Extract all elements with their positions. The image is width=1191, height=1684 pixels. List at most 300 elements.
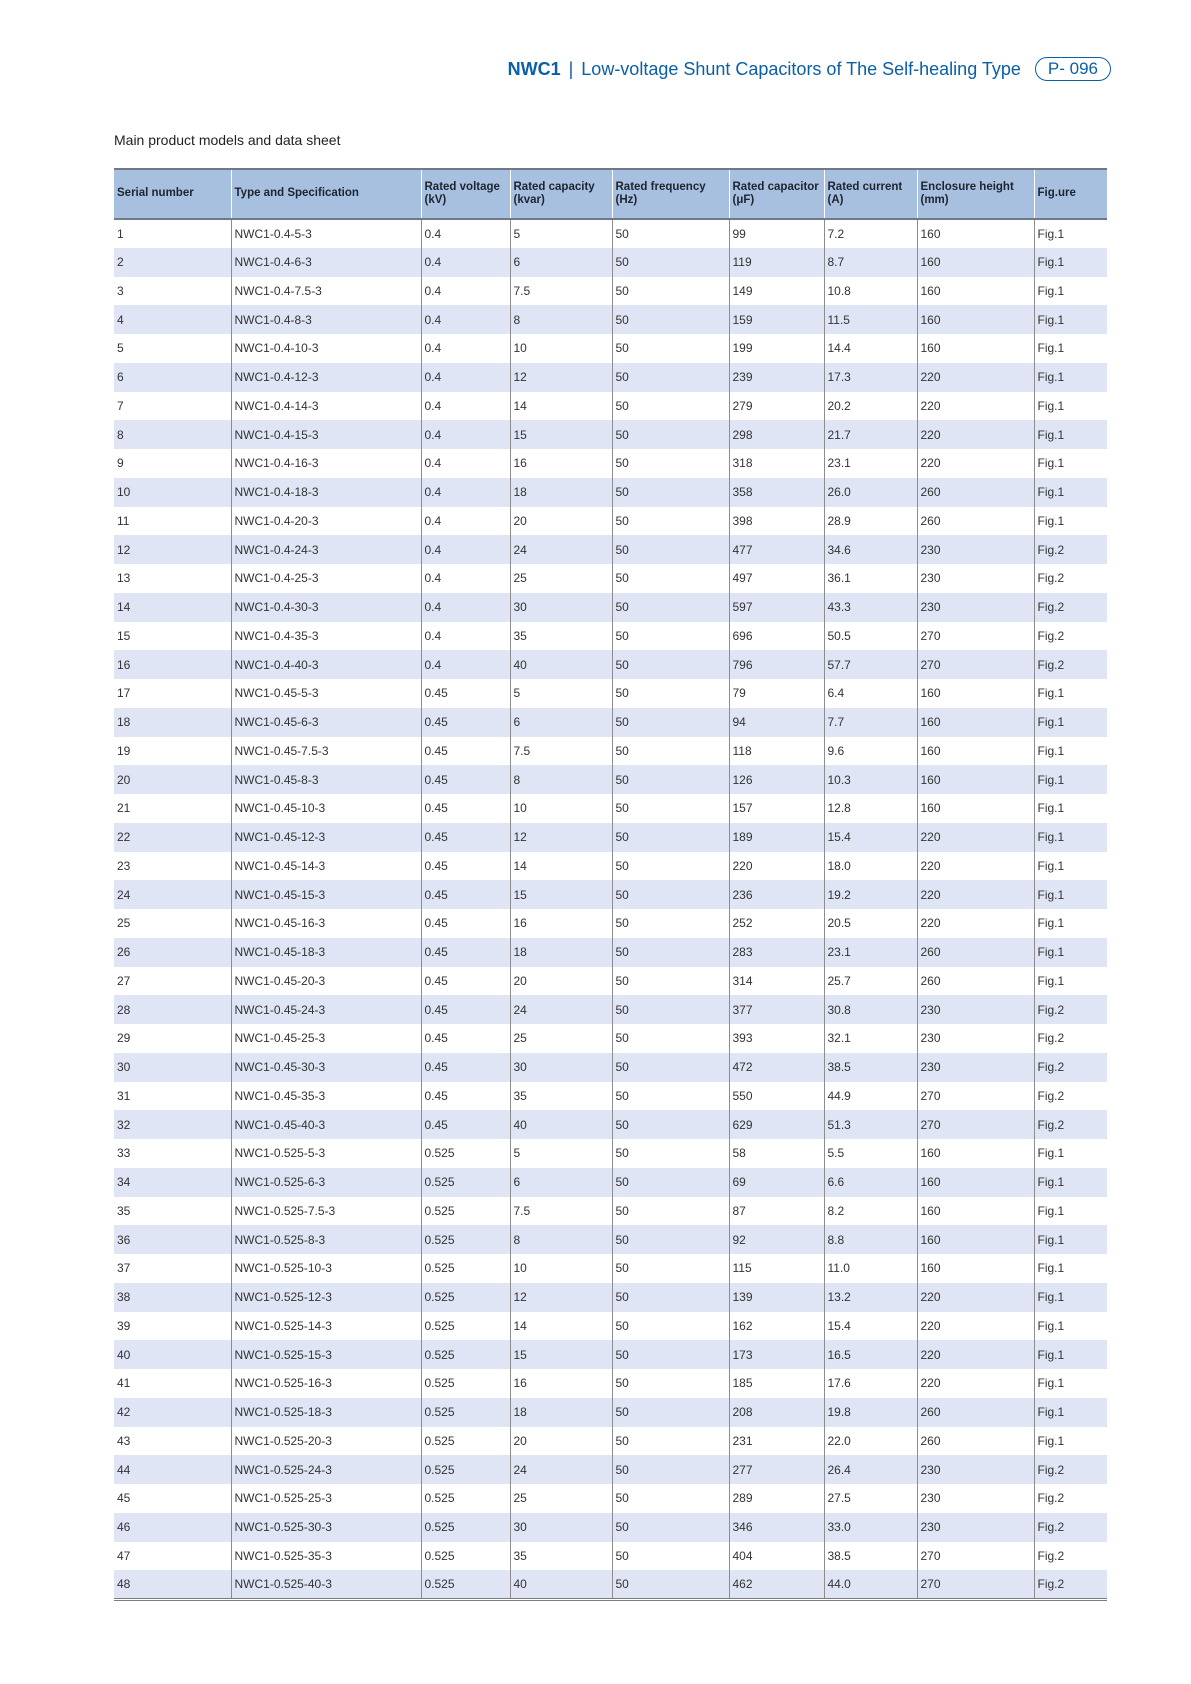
enclosure-height-cell: 160 xyxy=(917,794,1034,823)
rated-current-cell: 51.3 xyxy=(824,1110,917,1139)
serial-number-cell: 18 xyxy=(114,708,231,737)
figure-cell: Fig.1 xyxy=(1037,1318,1065,1333)
figure-cell: Fig.1 xyxy=(1034,1340,1107,1369)
rated-frequency-cell: 50 xyxy=(612,823,729,852)
rated-capacity-cell: 18 xyxy=(510,478,612,507)
figure-cell: Fig.2 xyxy=(1034,1513,1107,1542)
serial-number-cell: 46 xyxy=(114,1513,231,1542)
figure-cell: Fig.2 xyxy=(1037,1491,1065,1506)
rated-voltage-cell: 0.4 xyxy=(421,219,510,248)
figure-cell: Fig.1 xyxy=(1034,1283,1107,1312)
rated-capacity-cell: 18 xyxy=(510,938,612,967)
enclosure-height-cell: 220 xyxy=(917,1312,1034,1341)
enclosure-height-cell: 160 xyxy=(917,708,1034,737)
type-spec-cell: NWC1-0.525-25-3 xyxy=(231,1484,421,1513)
rated-voltage-cell: 0.4 xyxy=(421,564,510,593)
column-header: Enclosure height (mm) xyxy=(917,169,1034,219)
rated-capacity-cell: 15 xyxy=(510,880,612,909)
type-spec-cell: NWC1-0.4-5-3 xyxy=(231,219,421,248)
rated-capacity-cell: 25 xyxy=(510,1484,612,1513)
rated-current-cell: 16.5 xyxy=(824,1340,917,1369)
figure-cell: Fig.1 xyxy=(1037,283,1065,298)
rated-voltage-cell: 0.45 xyxy=(421,909,510,938)
type-spec-cell: NWC1-0.4-25-3 xyxy=(231,564,421,593)
figure-cell: Fig.2 xyxy=(1034,535,1107,564)
enclosure-height-cell: 220 xyxy=(917,449,1034,478)
rated-capacitor-cell: 279 xyxy=(729,392,824,421)
table-row xyxy=(114,909,1107,938)
enclosure-height-cell: 220 xyxy=(917,363,1034,392)
rated-capacity-cell: 7.5 xyxy=(510,1197,612,1226)
serial-number-cell: 20 xyxy=(114,765,231,794)
rated-current-cell: 12.8 xyxy=(824,794,917,823)
rated-current-cell: 9.6 xyxy=(824,737,917,766)
figure-cell: Fig.1 xyxy=(1037,1376,1065,1391)
rated-capacitor-cell: 94 xyxy=(729,708,824,737)
serial-number-cell: 15 xyxy=(114,622,231,651)
rated-frequency-cell: 50 xyxy=(612,478,729,507)
rated-frequency-cell: 50 xyxy=(612,248,729,277)
type-spec-cell: NWC1-0.45-5-3 xyxy=(231,679,421,708)
rated-frequency-cell: 50 xyxy=(612,1542,729,1571)
rated-current-cell: 15.4 xyxy=(824,1312,917,1341)
enclosure-height-cell: 260 xyxy=(917,967,1034,996)
enclosure-height-cell: 260 xyxy=(917,478,1034,507)
column-header: Rated voltage (kV) xyxy=(421,169,510,219)
figure-cell: Fig.1 xyxy=(1034,823,1107,852)
rated-current-cell: 43.3 xyxy=(824,593,917,622)
rated-frequency-cell: 50 xyxy=(612,1082,729,1111)
rated-capacity-cell: 18 xyxy=(510,1398,612,1427)
table-row xyxy=(114,1427,1107,1456)
rated-capacity-cell: 24 xyxy=(510,535,612,564)
enclosure-height-cell: 230 xyxy=(917,593,1034,622)
serial-number-cell: 6 xyxy=(114,363,231,392)
rated-capacitor-cell: 629 xyxy=(729,1110,824,1139)
rated-frequency-cell: 50 xyxy=(612,909,729,938)
type-spec-cell: NWC1-0.525-20-3 xyxy=(231,1427,421,1456)
rated-voltage-cell: 0.525 xyxy=(421,1398,510,1427)
column-header: Rated current (A) xyxy=(824,169,917,219)
serial-number-cell: 24 xyxy=(114,880,231,909)
serial-number-cell: 7 xyxy=(114,392,231,421)
rated-voltage-cell: 0.4 xyxy=(421,248,510,277)
type-spec-cell: NWC1-0.45-6-3 xyxy=(231,708,421,737)
rated-current-cell: 18.0 xyxy=(824,852,917,881)
type-spec-cell: NWC1-0.525-18-3 xyxy=(231,1398,421,1427)
figure-cell: Fig.1 xyxy=(1034,938,1107,967)
figure-cell: Fig.1 xyxy=(1037,973,1065,988)
rated-capacitor-cell: 283 xyxy=(729,938,824,967)
rated-voltage-cell: 0.45 xyxy=(421,1082,510,1111)
enclosure-height-cell: 260 xyxy=(917,938,1034,967)
type-spec-cell: NWC1-0.4-6-3 xyxy=(231,248,421,277)
type-spec-cell: NWC1-0.45-7.5-3 xyxy=(231,737,421,766)
serial-number-cell: 45 xyxy=(114,1484,231,1513)
rated-current-cell: 57.7 xyxy=(824,650,917,679)
type-spec-cell: NWC1-0.525-35-3 xyxy=(231,1542,421,1571)
rated-current-cell: 27.5 xyxy=(824,1484,917,1513)
type-spec-cell: NWC1-0.45-15-3 xyxy=(231,880,421,909)
serial-number-cell: 1 xyxy=(114,219,231,248)
rated-current-cell: 20.5 xyxy=(824,909,917,938)
enclosure-height-cell: 220 xyxy=(917,823,1034,852)
rated-current-cell: 6.6 xyxy=(824,1168,917,1197)
rated-capacitor-cell: 497 xyxy=(729,564,824,593)
rated-frequency-cell: 50 xyxy=(612,1053,729,1082)
rated-frequency-cell: 50 xyxy=(612,938,729,967)
enclosure-height-cell: 260 xyxy=(917,1398,1034,1427)
rated-capacitor-cell: 796 xyxy=(729,650,824,679)
enclosure-height-cell: 160 xyxy=(917,219,1034,248)
type-spec-cell: NWC1-0.45-14-3 xyxy=(231,852,421,881)
rated-capacitor-cell: 220 xyxy=(729,852,824,881)
rated-voltage-cell: 0.4 xyxy=(421,392,510,421)
enclosure-height-cell: 160 xyxy=(917,305,1034,334)
rated-capacity-cell: 40 xyxy=(510,1110,612,1139)
rated-current-cell: 25.7 xyxy=(824,967,917,996)
rated-capacity-cell: 10 xyxy=(510,334,612,363)
figure-cell: Fig.2 xyxy=(1034,1110,1107,1139)
figure-cell: Fig.2 xyxy=(1034,650,1107,679)
figure-cell: Fig.1 xyxy=(1037,858,1065,873)
serial-number-cell: 43 xyxy=(114,1427,231,1456)
rated-capacitor-cell: 69 xyxy=(729,1168,824,1197)
rated-capacity-cell: 7.5 xyxy=(510,277,612,306)
enclosure-height-cell: 220 xyxy=(917,1340,1034,1369)
figure-cell: Fig.1 xyxy=(1034,1398,1107,1427)
rated-voltage-cell: 0.4 xyxy=(421,507,510,536)
rated-voltage-cell: 0.525 xyxy=(421,1340,510,1369)
enclosure-height-cell: 270 xyxy=(917,1110,1034,1139)
rated-capacitor-cell: 79 xyxy=(729,679,824,708)
table-row xyxy=(114,995,1107,1024)
table-row xyxy=(114,794,1107,823)
rated-frequency-cell: 50 xyxy=(612,449,729,478)
rated-capacity-cell: 30 xyxy=(510,1513,612,1542)
figure-cell: Fig.2 xyxy=(1034,593,1107,622)
type-spec-cell: NWC1-0.525-15-3 xyxy=(231,1340,421,1369)
enclosure-height-cell: 220 xyxy=(917,1283,1034,1312)
type-spec-cell: NWC1-0.45-16-3 xyxy=(231,909,421,938)
table-row xyxy=(114,219,1107,248)
rated-voltage-cell: 0.4 xyxy=(421,277,510,306)
rated-frequency-cell: 50 xyxy=(612,1398,729,1427)
table-row xyxy=(114,334,1107,363)
rated-current-cell: 15.4 xyxy=(824,823,917,852)
enclosure-height-cell: 270 xyxy=(917,650,1034,679)
rated-capacitor-cell: 393 xyxy=(729,1024,824,1053)
figure-cell: Fig.1 xyxy=(1037,341,1065,356)
type-spec-cell: NWC1-0.45-10-3 xyxy=(231,794,421,823)
type-spec-cell: NWC1-0.45-35-3 xyxy=(231,1082,421,1111)
rated-capacity-cell: 25 xyxy=(510,564,612,593)
serial-number-cell: 4 xyxy=(114,305,231,334)
rated-voltage-cell: 0.4 xyxy=(421,650,510,679)
rated-voltage-cell: 0.525 xyxy=(421,1369,510,1398)
rated-frequency-cell: 50 xyxy=(612,305,729,334)
enclosure-height-cell: 160 xyxy=(917,1254,1034,1283)
page-header xyxy=(508,54,1111,84)
enclosure-height-cell: 160 xyxy=(917,1225,1034,1254)
rated-current-cell: 11.5 xyxy=(824,305,917,334)
serial-number-cell: 3 xyxy=(114,277,231,306)
enclosure-height-cell: 220 xyxy=(917,909,1034,938)
rated-capacity-cell: 24 xyxy=(510,1455,612,1484)
product-code: NWC1 xyxy=(507,58,561,79)
table-row xyxy=(114,305,1107,334)
rated-current-cell: 28.9 xyxy=(824,507,917,536)
rated-capacitor-cell: 289 xyxy=(729,1484,824,1513)
table-row xyxy=(114,478,1107,507)
rated-current-cell: 32.1 xyxy=(824,1024,917,1053)
figure-cell: Fig.1 xyxy=(1037,1146,1065,1161)
type-spec-cell: NWC1-0.4-8-3 xyxy=(231,305,421,334)
serial-number-cell: 31 xyxy=(114,1082,231,1111)
rated-voltage-cell: 0.525 xyxy=(421,1225,510,1254)
rated-capacitor-cell: 398 xyxy=(729,507,824,536)
rated-frequency-cell: 50 xyxy=(612,1484,729,1513)
rated-capacitor-cell: 87 xyxy=(729,1197,824,1226)
figure-cell: Fig.1 xyxy=(1037,801,1065,816)
type-spec-cell: NWC1-0.45-12-3 xyxy=(231,823,421,852)
figure-cell: Fig.2 xyxy=(1037,1548,1065,1563)
table-row xyxy=(114,277,1107,306)
rated-capacitor-cell: 231 xyxy=(729,1427,824,1456)
enclosure-height-cell: 160 xyxy=(917,1139,1034,1168)
type-spec-cell: NWC1-0.4-24-3 xyxy=(231,535,421,564)
figure-cell: Fig.2 xyxy=(1034,1570,1107,1599)
serial-number-cell: 10 xyxy=(114,478,231,507)
enclosure-height-cell: 270 xyxy=(917,622,1034,651)
type-spec-cell: NWC1-0.525-8-3 xyxy=(231,1225,421,1254)
serial-number-cell: 5 xyxy=(114,334,231,363)
table-row xyxy=(114,564,1107,593)
table-row xyxy=(114,1053,1107,1082)
rated-capacity-cell: 35 xyxy=(510,1082,612,1111)
rated-frequency-cell: 50 xyxy=(612,880,729,909)
rated-current-cell: 44.0 xyxy=(824,1570,917,1599)
table-row xyxy=(114,1455,1107,1484)
serial-number-cell: 13 xyxy=(114,564,231,593)
data-sheet-table xyxy=(114,168,1107,1601)
rated-frequency-cell: 50 xyxy=(612,737,729,766)
rated-frequency-cell: 50 xyxy=(612,1340,729,1369)
rated-capacity-cell: 14 xyxy=(510,1312,612,1341)
rated-voltage-cell: 0.4 xyxy=(421,449,510,478)
rated-frequency-cell: 50 xyxy=(612,507,729,536)
rated-current-cell: 23.1 xyxy=(824,449,917,478)
enclosure-height-cell: 230 xyxy=(917,1513,1034,1542)
serial-number-cell: 35 xyxy=(114,1197,231,1226)
rated-current-cell: 26.0 xyxy=(824,478,917,507)
figure-cell: Fig.1 xyxy=(1034,1225,1107,1254)
rated-voltage-cell: 0.525 xyxy=(421,1312,510,1341)
serial-number-cell: 30 xyxy=(114,1053,231,1082)
figure-cell: Fig.2 xyxy=(1037,571,1065,586)
rated-current-cell: 21.7 xyxy=(824,420,917,449)
serial-number-cell: 28 xyxy=(114,995,231,1024)
table-row xyxy=(114,248,1107,277)
enclosure-height-cell: 230 xyxy=(917,995,1034,1024)
rated-capacitor-cell: 236 xyxy=(729,880,824,909)
figure-cell: Fig.1 xyxy=(1034,478,1107,507)
serial-number-cell: 17 xyxy=(114,679,231,708)
table-row xyxy=(114,1197,1107,1226)
rated-capacity-cell: 40 xyxy=(510,1570,612,1599)
table-row xyxy=(114,1168,1107,1197)
rated-capacity-cell: 14 xyxy=(510,392,612,421)
rated-frequency-cell: 50 xyxy=(612,334,729,363)
rated-frequency-cell: 50 xyxy=(612,765,729,794)
serial-number-cell: 14 xyxy=(114,593,231,622)
rated-capacity-cell: 14 xyxy=(510,852,612,881)
rated-capacity-cell: 8 xyxy=(510,765,612,794)
rated-frequency-cell: 50 xyxy=(612,1427,729,1456)
figure-cell: Fig.1 xyxy=(1037,1203,1065,1218)
enclosure-height-cell: 160 xyxy=(917,679,1034,708)
table-row xyxy=(114,1484,1107,1513)
serial-number-cell: 34 xyxy=(114,1168,231,1197)
enclosure-height-cell: 260 xyxy=(917,507,1034,536)
rated-voltage-cell: 0.525 xyxy=(421,1484,510,1513)
rated-capacitor-cell: 252 xyxy=(729,909,824,938)
rated-current-cell: 6.4 xyxy=(824,679,917,708)
rated-frequency-cell: 50 xyxy=(612,564,729,593)
table-row xyxy=(114,449,1107,478)
type-spec-cell: NWC1-0.4-10-3 xyxy=(231,334,421,363)
rated-capacitor-cell: 58 xyxy=(729,1139,824,1168)
table-row xyxy=(114,1225,1107,1254)
rated-voltage-cell: 0.4 xyxy=(421,478,510,507)
rated-capacity-cell: 12 xyxy=(510,823,612,852)
rated-current-cell: 17.3 xyxy=(824,363,917,392)
rated-current-cell: 5.5 xyxy=(824,1139,917,1168)
table-row xyxy=(114,938,1107,967)
rated-capacitor-cell: 358 xyxy=(729,478,824,507)
enclosure-height-cell: 270 xyxy=(917,1542,1034,1571)
header-separator: | xyxy=(568,58,574,79)
rated-capacity-cell: 40 xyxy=(510,650,612,679)
table-row xyxy=(114,880,1107,909)
table-row xyxy=(114,1283,1107,1312)
serial-number-cell: 11 xyxy=(114,507,231,536)
rated-frequency-cell: 50 xyxy=(612,1513,729,1542)
rated-capacity-cell: 30 xyxy=(510,1053,612,1082)
enclosure-height-cell: 270 xyxy=(917,1570,1034,1599)
rated-voltage-cell: 0.45 xyxy=(421,880,510,909)
type-spec-cell: NWC1-0.525-6-3 xyxy=(231,1168,421,1197)
rated-capacity-cell: 20 xyxy=(510,967,612,996)
rated-voltage-cell: 0.525 xyxy=(421,1455,510,1484)
enclosure-height-cell: 230 xyxy=(917,535,1034,564)
rated-capacity-cell: 7.5 xyxy=(510,737,612,766)
table-row xyxy=(114,1139,1107,1168)
rated-capacity-cell: 8 xyxy=(510,1225,612,1254)
table-row xyxy=(114,708,1107,737)
serial-number-cell: 32 xyxy=(114,1110,231,1139)
rated-current-cell: 20.2 xyxy=(824,392,917,421)
rated-capacity-cell: 10 xyxy=(510,794,612,823)
rated-voltage-cell: 0.45 xyxy=(421,852,510,881)
rated-frequency-cell: 50 xyxy=(612,967,729,996)
table-row xyxy=(114,593,1107,622)
rated-voltage-cell: 0.45 xyxy=(421,794,510,823)
type-spec-cell: NWC1-0.525-30-3 xyxy=(231,1513,421,1542)
rated-capacity-cell: 15 xyxy=(510,1340,612,1369)
rated-capacitor-cell: 462 xyxy=(729,1570,824,1599)
enclosure-height-cell: 160 xyxy=(917,334,1034,363)
rated-frequency-cell: 50 xyxy=(612,1197,729,1226)
rated-voltage-cell: 0.45 xyxy=(421,995,510,1024)
serial-number-cell: 42 xyxy=(114,1398,231,1427)
rated-frequency-cell: 50 xyxy=(612,1254,729,1283)
rated-capacity-cell: 8 xyxy=(510,305,612,334)
rated-voltage-cell: 0.45 xyxy=(421,737,510,766)
rated-voltage-cell: 0.45 xyxy=(421,823,510,852)
enclosure-height-cell: 160 xyxy=(917,1197,1034,1226)
rated-voltage-cell: 0.45 xyxy=(421,967,510,996)
table-row xyxy=(114,1082,1107,1111)
rated-frequency-cell: 50 xyxy=(612,1369,729,1398)
rated-capacitor-cell: 314 xyxy=(729,967,824,996)
column-header: Type and Specification xyxy=(231,169,421,219)
rated-voltage-cell: 0.4 xyxy=(421,535,510,564)
table-row xyxy=(114,1340,1107,1369)
figure-cell: Fig.2 xyxy=(1037,628,1065,643)
rated-current-cell: 33.0 xyxy=(824,1513,917,1542)
rated-capacitor-cell: 189 xyxy=(729,823,824,852)
serial-number-cell: 27 xyxy=(114,967,231,996)
rated-current-cell: 14.4 xyxy=(824,334,917,363)
rated-current-cell: 26.4 xyxy=(824,1455,917,1484)
serial-number-cell: 16 xyxy=(114,650,231,679)
table-row xyxy=(114,1254,1107,1283)
figure-cell: Fig.2 xyxy=(1034,995,1107,1024)
rated-frequency-cell: 50 xyxy=(612,1283,729,1312)
rated-voltage-cell: 0.45 xyxy=(421,1053,510,1082)
serial-number-cell: 44 xyxy=(114,1455,231,1484)
page-number-badge: P- 096 xyxy=(1035,57,1111,81)
table-row xyxy=(114,363,1107,392)
rated-capacity-cell: 6 xyxy=(510,708,612,737)
rated-voltage-cell: 0.525 xyxy=(421,1427,510,1456)
type-spec-cell: NWC1-0.45-40-3 xyxy=(231,1110,421,1139)
rated-current-cell: 8.8 xyxy=(824,1225,917,1254)
rated-capacitor-cell: 550 xyxy=(729,1082,824,1111)
rated-frequency-cell: 50 xyxy=(612,1570,729,1599)
figure-cell: Fig.1 xyxy=(1037,916,1065,931)
rated-current-cell: 13.2 xyxy=(824,1283,917,1312)
serial-number-cell: 23 xyxy=(114,852,231,881)
table-row xyxy=(114,1398,1107,1427)
enclosure-height-cell: 230 xyxy=(917,564,1034,593)
data-sheet-table-container xyxy=(114,168,1107,1601)
rated-current-cell: 19.8 xyxy=(824,1398,917,1427)
rated-current-cell: 11.0 xyxy=(824,1254,917,1283)
rated-current-cell: 8.2 xyxy=(824,1197,917,1226)
rated-capacitor-cell: 157 xyxy=(729,794,824,823)
rated-capacity-cell: 24 xyxy=(510,995,612,1024)
rated-current-cell: 34.6 xyxy=(824,535,917,564)
table-row xyxy=(114,737,1107,766)
type-spec-cell: NWC1-0.525-5-3 xyxy=(231,1139,421,1168)
table-row xyxy=(114,1024,1107,1053)
type-spec-cell: NWC1-0.45-30-3 xyxy=(231,1053,421,1082)
rated-capacitor-cell: 472 xyxy=(729,1053,824,1082)
rated-current-cell: 8.7 xyxy=(824,248,917,277)
enclosure-height-cell: 270 xyxy=(917,1082,1034,1111)
